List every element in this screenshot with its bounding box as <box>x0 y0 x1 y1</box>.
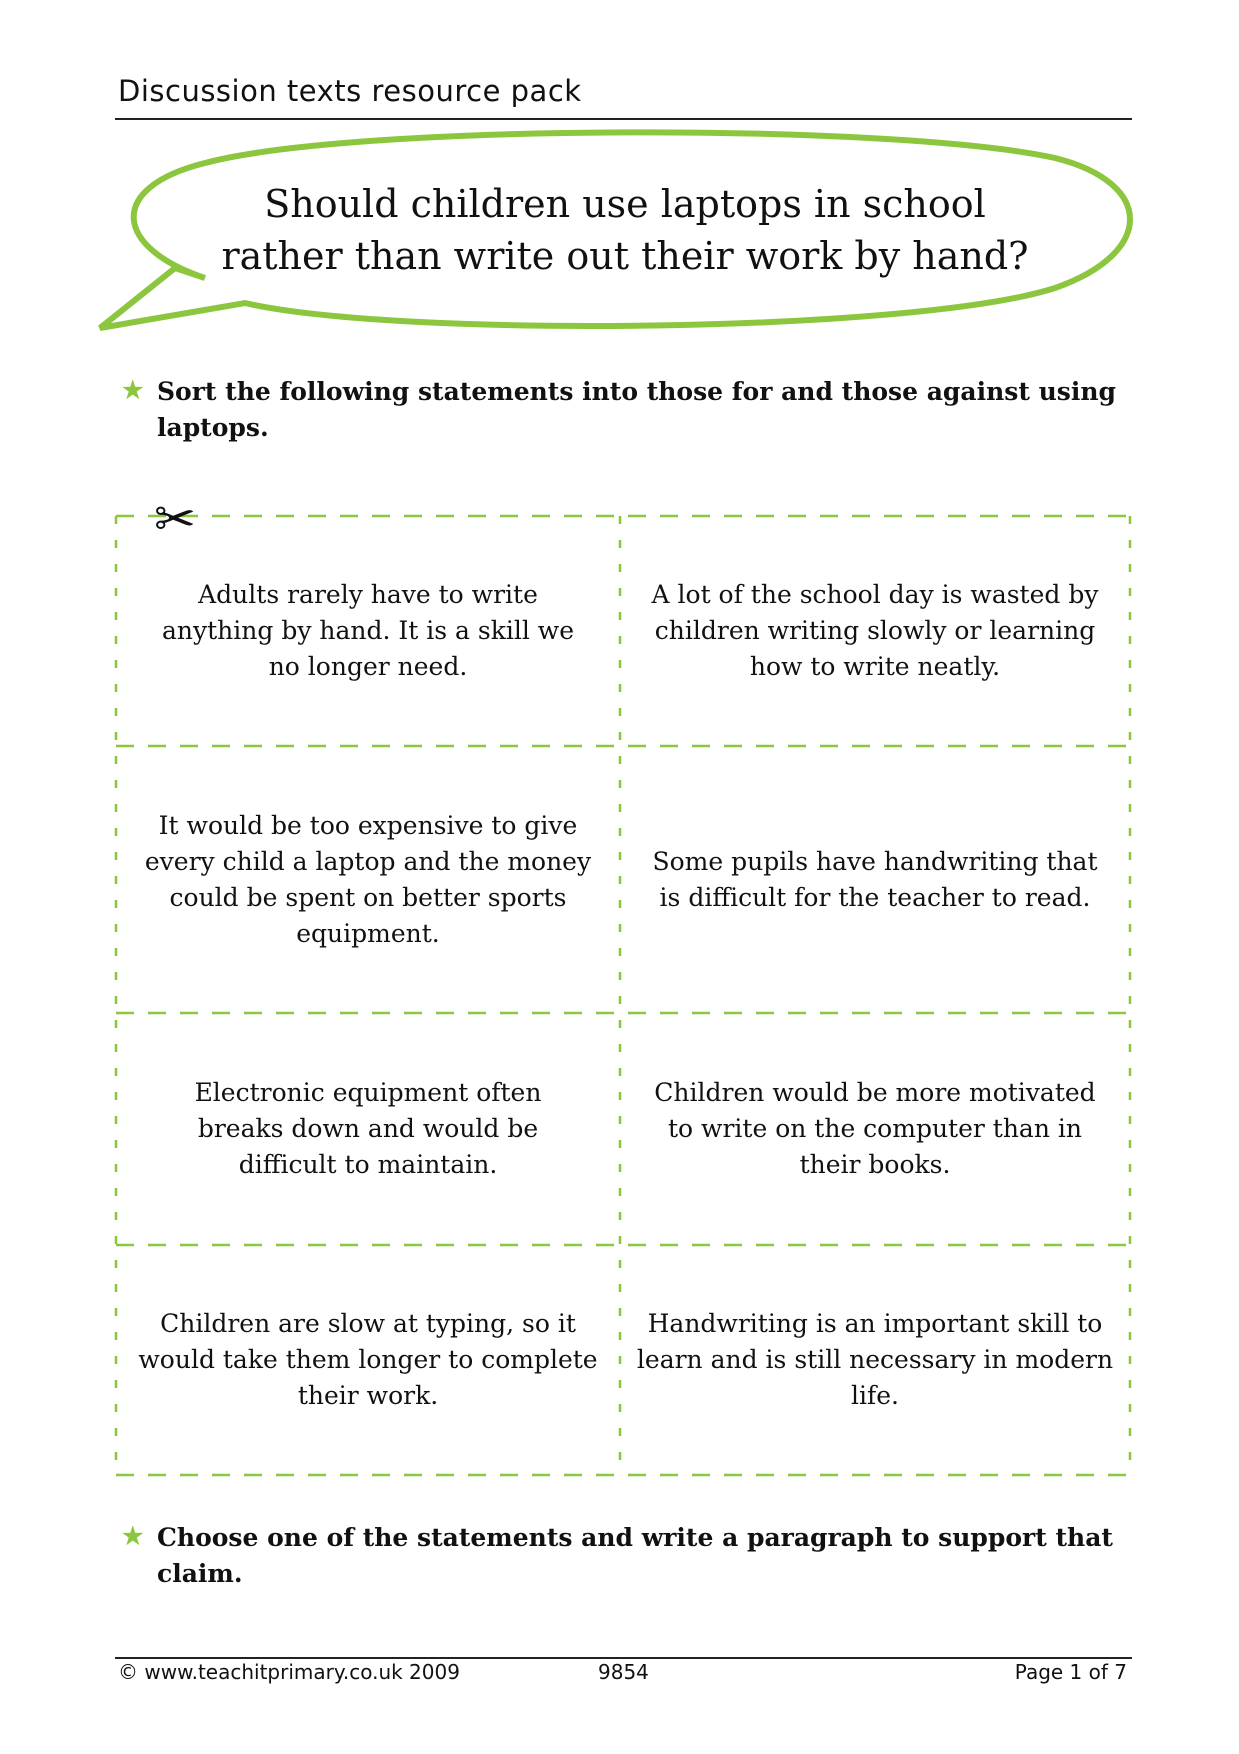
statement-card-4[interactable] <box>620 746 1130 1013</box>
statement-text-4: Some pupils have handwriting that is difficult for the teacher to read. <box>652 846 1098 912</box>
statement-card-7[interactable] <box>116 1245 620 1475</box>
page-header-title: Discussion texts resource pack <box>118 74 582 108</box>
statement-card-6[interactable] <box>620 1013 1130 1245</box>
footer-resource-code: 9854 <box>598 1660 649 1684</box>
statement-text-7: Children are slow at typing, so it would take them longer to complete their work. <box>138 1309 598 1410</box>
star-icon: ★ <box>122 375 144 404</box>
statement-text-8: Handwriting is an important skill to learn and is still necessary in modern life. <box>636 1309 1114 1410</box>
statement-text-2: A lot of the school day is wasted by children writing slowly or learning how to write neatly. <box>651 580 1099 681</box>
statement-text-1: Adults rarely have to write anything by hand. It is a skill we no longer need. <box>162 580 574 681</box>
star-icon: ★ <box>122 1521 144 1550</box>
statement-card-2[interactable] <box>620 516 1130 746</box>
statement-text-3: It would be too expensive to give every child a laptop and the money could be spent on better sports equipment. <box>144 810 592 948</box>
footer-copyright: © www.teachitprimary.co.uk 2009 <box>118 1660 460 1684</box>
instruction-sort-text: Sort the following statements into those for and those against using laptops. <box>157 377 1117 442</box>
statement-text-6: Children would be more motivated to write on the computer than in their books. <box>654 1078 1096 1179</box>
statement-text-5: Electronic equipment often breaks down and would be difficult to maintain. <box>194 1078 542 1179</box>
footer-page-number: Page 1 of 7 <box>1014 1660 1127 1684</box>
statement-card-8[interactable] <box>620 1245 1130 1475</box>
statement-card-1[interactable] <box>116 516 620 746</box>
statement-card-3[interactable] <box>116 746 620 1013</box>
scissors-icon: ✂ <box>154 490 196 548</box>
question-line-1: Should children use laptops in school <box>264 182 986 226</box>
question-line-2: rather than write out their work by hand? <box>221 234 1029 278</box>
instruction-choose <box>122 1520 1132 1592</box>
instruction-choose-text: Choose one of the statements and write a paragraph to support that claim. <box>157 1523 1113 1588</box>
footer-rule <box>115 1657 1132 1659</box>
statement-card-5[interactable] <box>116 1013 620 1245</box>
